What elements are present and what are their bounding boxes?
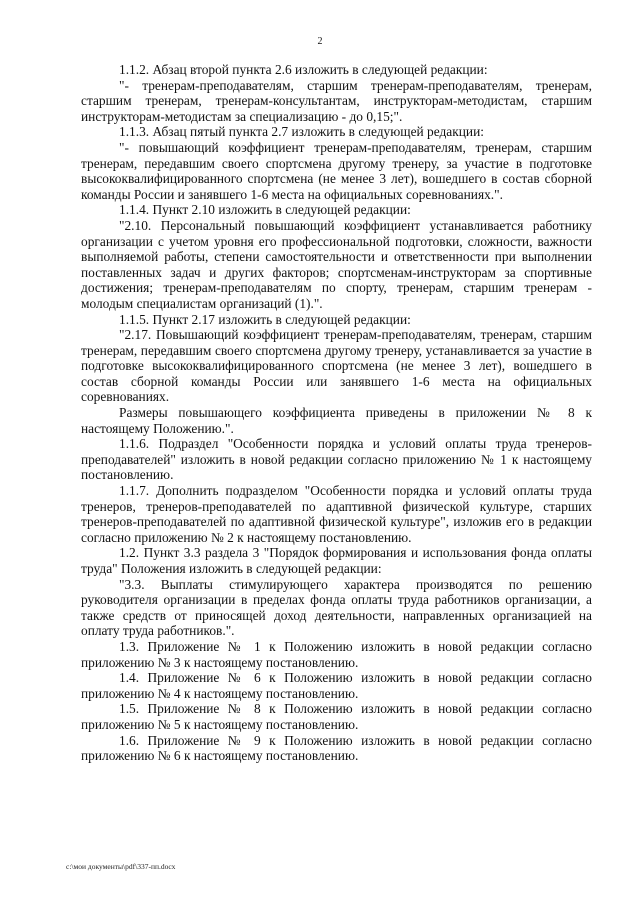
paragraph-1-6: 1.6. Приложение № 9 к Положению изложить в новой редакции согласно приложению № 6 к настоящему постановлению. — [81, 732, 592, 764]
paragraph-coefficient-sizes: Размеры повышающего коэффициента приведены в приложении № 8 к настоящему Положению.". — [81, 405, 592, 436]
paragraph-1-5: 1.5. Приложение № 8 к Положению изложить в новой редакции согласно приложению № 5 к настоящему постановлению. — [81, 701, 592, 732]
paragraph-quote-3-3: "3.3. Выплаты стимулирующего характера производятся по решению руководителя организации в пределах фонда оплаты труда работников организации, а также средств от приносящей доход деятельности, направленных организацией на оплату труда работников.". — [81, 576, 592, 639]
paragraph-1-1-7: 1.1.7. Дополнить подразделом "Особенности порядка и условий оплаты труда тренеров, тренеров-преподавателей по адаптивной физической культуре, старших тренеров-преподавателей по адаптивной физической культуре", изложив его в редакции согласно приложению № 2 к настоящему постановлению. — [81, 483, 592, 545]
paragraph-quote-2-7: "- повышающий коэффициент тренерам-преподавателям, тренерам, старшим тренерам, передавшим своего спортсмена другому тренеру, за участие в подготовке высококвалифицированного спортсмена (не менее 3 лет), вошедшего в состав сборной команды России и занявшего 1-6 места на официальных соревнованиях.". — [81, 139, 592, 202]
paragraph-1-1-3: 1.1.3. Абзац пятый пункта 2.7 изложить в следующей редакции: — [119, 124, 484, 140]
paragraph-quote-2-17: "2.17. Повышающий коэффициент тренерам-преподавателям, тренерам, старшим тренерам, передавшим своего спортсмена другому тренеру, устанавливается за участие в подготовке высококвалифицированного спортсмена (не менее 3 лет), вошедшего в состав сборной команды России или занявшего 1-6 места на официальных соревнованиях. — [81, 327, 592, 405]
paragraph-1-3: 1.3. Приложение № 1 к Положению изложить в новой редакции согласно приложению № 3 к настоящему постановлению. — [81, 638, 592, 670]
paragraph-1-1-2: 1.1.2. Абзац второй пункта 2.6 изложить в следующей редакции: — [119, 62, 488, 77]
paragraph-1-1-4: 1.1.4. Пункт 2.10 изложить в следующей редакции: — [119, 202, 411, 218]
paragraph-1-4: 1.4. Приложение № 6 к Положению изложить в новой редакции согласно приложению № 4 к настоящему постановлению. — [81, 670, 592, 701]
footer-file-path: c:\мои документы\pdf\337-пп.docx — [66, 862, 176, 871]
page-number: 2 — [317, 36, 323, 47]
paragraph-1-2: 1.2. Пункт 3.3 раздела 3 "Порядок формирования и использования фонда оплаты труда" Положения изложить в следующей редакции: — [81, 545, 592, 576]
paragraph-quote-2-10: "2.10. Персональный повышающий коэффициент устанавливается работнику организации с учетом уровня его профессиональной подготовки, сложности, важности выполняемой работы, степени самостоятельности и ответственности при выполнении поставленных задач и других факторов; спортсменам-инструкторам за спортивные достижения; тренерам-преподавателям по спорту, тренерам, старшим тренерам - молодым специалистам организаций (1).". — [81, 217, 592, 311]
document-body — [81, 62, 592, 764]
paragraph-quote-2-6: "- тренерам-преподавателям, старшим тренерам-преподавателям, тренерам, старшим тренерам, тренерам-консультантам, инструкторам-методистам, старшим инструкторам-методистам за специализацию - до 0,15;". — [81, 77, 592, 124]
paragraph-1-1-6: 1.1.6. Подраздел "Особенности порядка и условий оплаты труда тренеров-преподавателей" изложить в новой редакции согласно приложению № 1 к настоящему постановлению. — [81, 436, 592, 483]
paragraph-1-1-5: 1.1.5. Пункт 2.17 изложить в следующей редакции: — [119, 311, 411, 327]
